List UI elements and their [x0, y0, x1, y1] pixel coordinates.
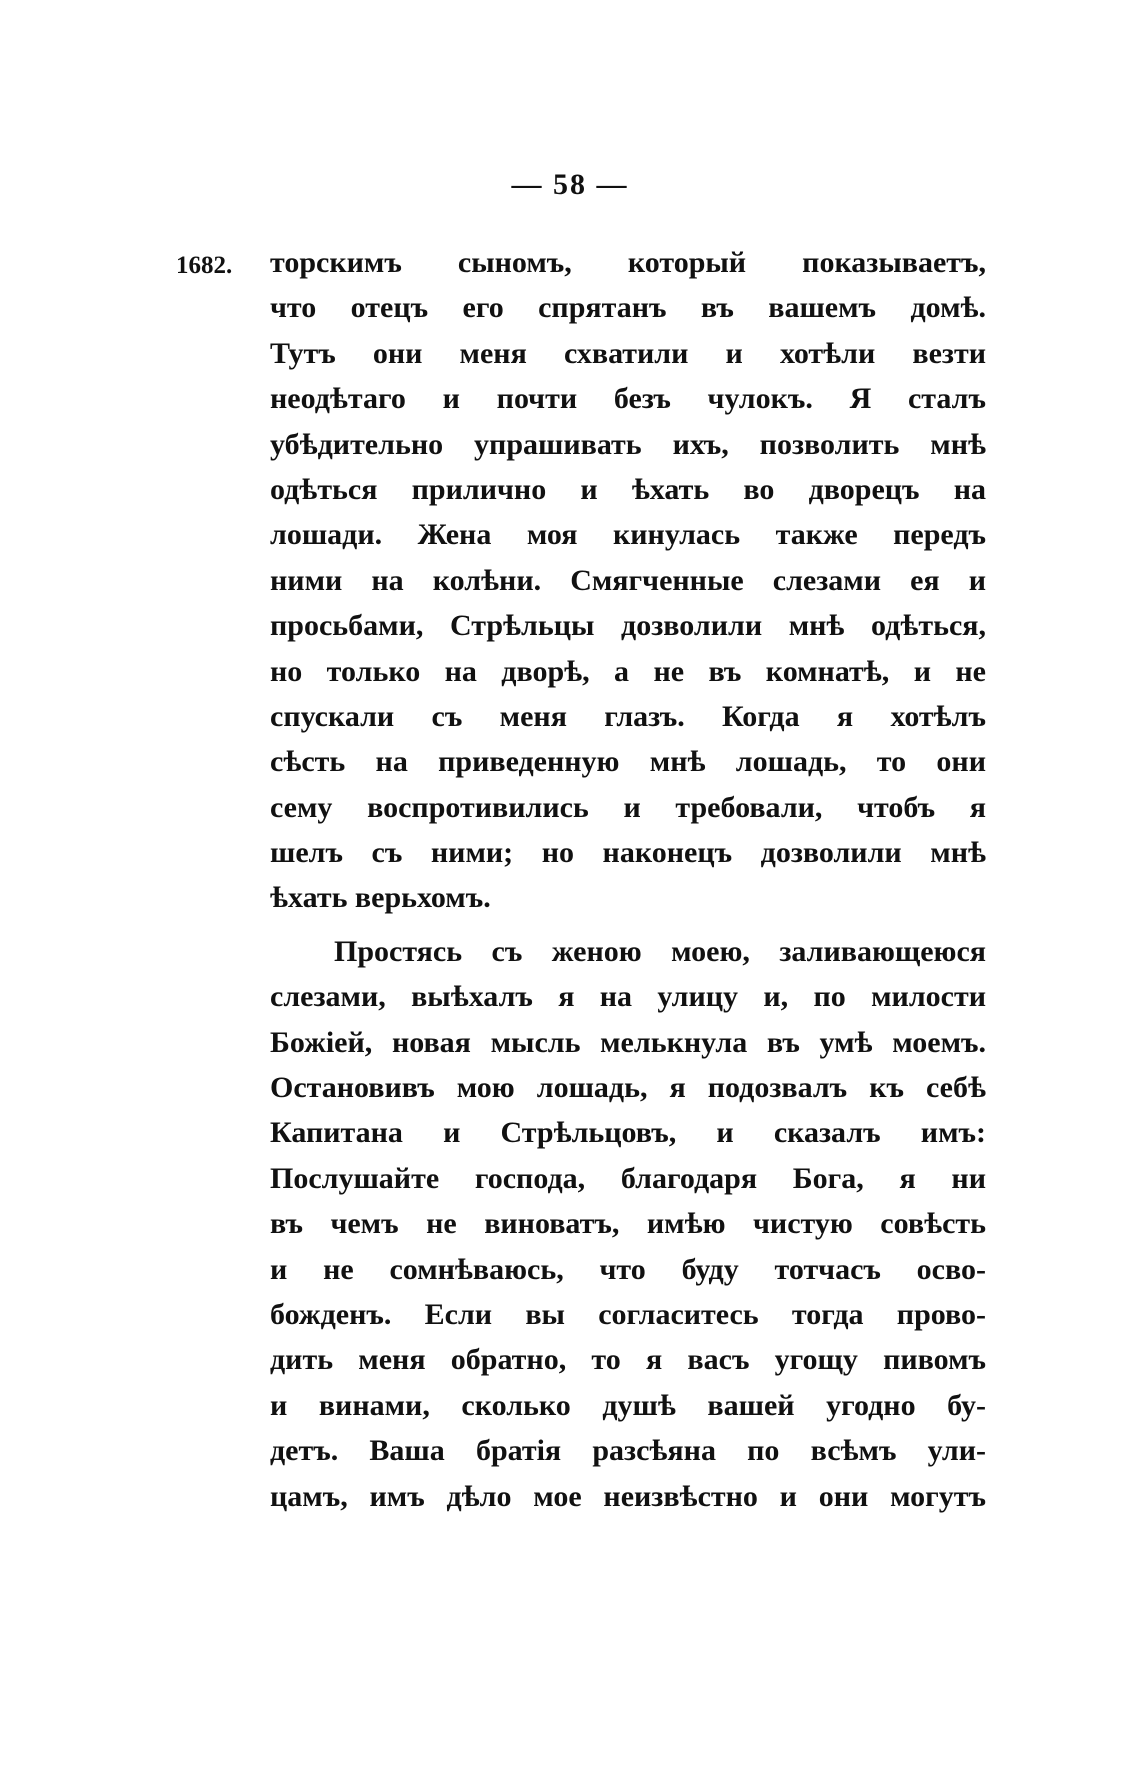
text-line: одѣться прилично и ѣхать во дворецъ на	[270, 472, 986, 506]
text-line: лошади. Жена моя кинулась также передъ	[270, 518, 986, 552]
text-line: Простясь съ женою моею, заливающеюся	[334, 934, 986, 968]
page-number: — 58 —	[511, 168, 629, 201]
margin-year-note: 1682.	[176, 252, 233, 279]
text-line: ѣхать верьхомъ.	[270, 881, 491, 915]
text-line: слезами, выѣхалъ я на улицу и, по милости	[270, 980, 986, 1014]
text-line: просьбами, Стрѣльцы дозволили мнѣ одѣться,	[270, 609, 986, 643]
text-line: спускали съ меня глазъ. Когда я хотѣлъ	[270, 699, 986, 733]
text-line: божденъ. Если вы согласитесь тогда прово-	[270, 1297, 986, 1331]
text-line: убѣдительно упрашивать ихъ, позволить мнѣ	[270, 427, 986, 461]
text-line: Остановивъ мою лошадь, я подозвалъ къ себѣ	[270, 1071, 986, 1105]
text-line: торскимъ сыномъ, который показываетъ,	[270, 246, 986, 279]
text-line: въ чемъ не виноватъ, имѣю чистую совѣсть	[270, 1207, 986, 1241]
text-line: детъ. Ваша братія разсѣяна по всѣмъ ули-	[270, 1434, 986, 1468]
text-line: но только на дворѣ, а не въ комнатѣ, и не	[270, 654, 986, 688]
text-line: цамъ, имъ дѣло мое неизвѣстно и они могутъ	[270, 1479, 986, 1513]
text-line: что отецъ его спрятанъ въ вашемъ домѣ.	[270, 291, 986, 325]
text-line: сему воспротивились и требовали, чтобъ я	[270, 790, 986, 824]
text-line: шелъ съ ними; но наконецъ дозволили мнѣ	[270, 836, 986, 870]
text-line: Послушайте господа, благодаря Бога, я ни	[270, 1161, 986, 1195]
text-line: неодѣтаго и почти безъ чулокъ. Я сталъ	[270, 382, 986, 416]
text-line: Тутъ они меня схватили и хотѣли везти	[270, 336, 986, 370]
paragraph-1	[270, 240, 986, 921]
text-line: Божіей, новая мысль мелькнула въ умѣ моемъ.	[270, 1025, 986, 1059]
text-line: сѣсть на приведенную мнѣ лошадь, то они	[270, 745, 986, 779]
paragraph-2	[270, 929, 986, 1519]
text-line: Капитана и Стрѣльцовъ, и сказалъ имъ:	[270, 1116, 986, 1150]
text-line: дить меня обратно, то я васъ угощу пивомъ	[270, 1343, 986, 1377]
text-line: ними на колѣни. Смягченные слезами ея и	[270, 563, 986, 597]
text-line: и винами, сколько душѣ вашей угодно бу-	[270, 1388, 986, 1422]
text-line: и не сомнѣваюсь, что буду тотчасъ осво-	[270, 1252, 986, 1286]
body-text	[270, 240, 986, 1519]
